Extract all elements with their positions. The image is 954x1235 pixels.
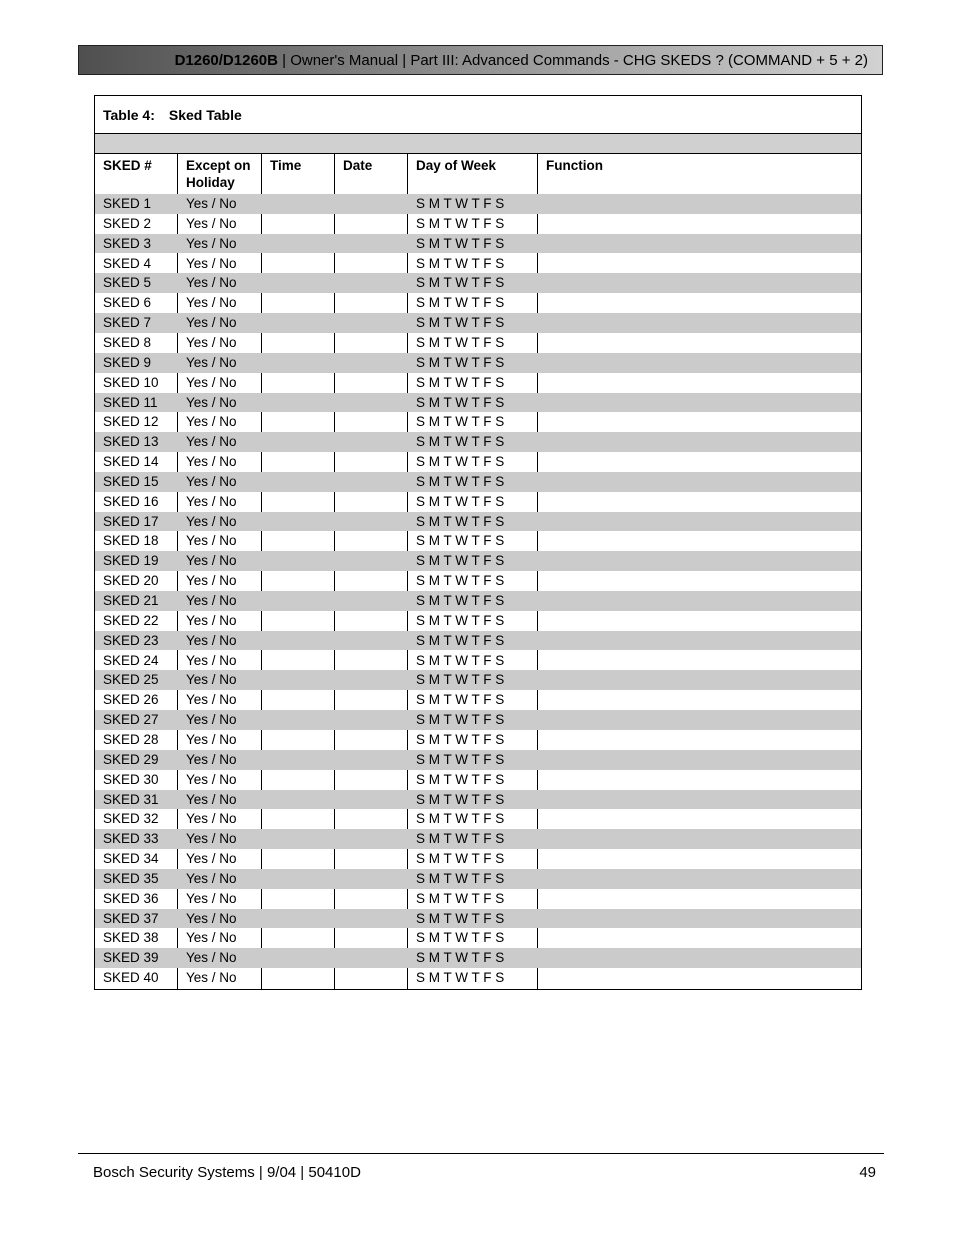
sked-number-cell: SKED 9 [103, 354, 152, 370]
day-of-week-cell: S M T W T F S [416, 493, 505, 509]
table-row [95, 670, 861, 690]
holiday-cell: Yes / No [186, 434, 237, 450]
day-of-week-cell: S M T W T F S [416, 811, 505, 827]
day-of-week-cell: S M T W T F S [416, 612, 505, 628]
table-row [95, 273, 861, 293]
day-of-week-cell: S M T W T F S [416, 553, 505, 569]
table-caption-title: Sked Table [168, 107, 242, 123]
day-of-week-cell: S M T W T F S [416, 712, 505, 728]
sked-number-cell: SKED 37 [103, 910, 159, 926]
sked-number-cell: SKED 31 [103, 791, 159, 807]
table-row [95, 909, 861, 929]
table-row [95, 531, 861, 551]
table-header [95, 154, 861, 194]
sked-number-cell: SKED 25 [103, 672, 159, 688]
table-row [95, 730, 861, 750]
table-spacer-row [95, 134, 861, 154]
holiday-cell: Yes / No [186, 612, 237, 628]
table-caption-row [95, 96, 861, 134]
holiday-cell: Yes / No [186, 513, 237, 529]
day-of-week-cell: S M T W T F S [416, 831, 505, 847]
sked-number-cell: SKED 8 [103, 334, 152, 350]
day-of-week-cell: S M T W T F S [416, 374, 505, 390]
holiday-cell: Yes / No [186, 295, 237, 311]
sked-number-cell: SKED 20 [103, 573, 159, 589]
header-date: Date [343, 158, 373, 173]
sked-number-cell: SKED 15 [103, 473, 159, 489]
table-row [95, 313, 861, 333]
sked-number-cell: SKED 36 [103, 890, 159, 906]
table-row [95, 651, 861, 671]
table-row [95, 194, 861, 214]
table-row [95, 234, 861, 254]
holiday-cell: Yes / No [186, 394, 237, 410]
table-row [95, 631, 861, 651]
day-of-week-cell: S M T W T F S [416, 672, 505, 688]
header-except-on-holiday: Except on Holiday [186, 158, 251, 190]
table-row [95, 809, 861, 829]
day-of-week-cell: S M T W T F S [416, 434, 505, 450]
holiday-cell: Yes / No [186, 870, 237, 886]
day-of-week-cell: S M T W T F S [416, 454, 505, 470]
footer-publisher: Bosch Security Systems | 9/04 | 50410D [93, 1164, 361, 1181]
holiday-cell: Yes / No [186, 255, 237, 271]
holiday-cell: Yes / No [186, 970, 237, 986]
sked-number-cell: SKED 28 [103, 731, 159, 747]
holiday-cell: Yes / No [186, 334, 237, 350]
sked-number-cell: SKED 18 [103, 533, 159, 549]
table-row [95, 254, 861, 274]
holiday-cell: Yes / No [186, 831, 237, 847]
table-row [95, 333, 861, 353]
sked-number-cell: SKED 5 [103, 275, 152, 291]
sked-number-cell: SKED 26 [103, 692, 159, 708]
sked-number-cell: SKED 11 [103, 394, 158, 410]
sked-number-cell: SKED 35 [103, 870, 159, 886]
holiday-cell: Yes / No [186, 910, 237, 926]
sked-number-cell: SKED 40 [103, 970, 159, 986]
day-of-week-cell: S M T W T F S [416, 950, 505, 966]
holiday-cell: Yes / No [186, 374, 237, 390]
header-function: Function [546, 158, 603, 173]
header-bar [78, 45, 883, 75]
sked-number-cell: SKED 33 [103, 831, 159, 847]
page-number: 49 [859, 1164, 876, 1181]
sked-number-cell: SKED 19 [103, 553, 159, 569]
day-of-week-cell: S M T W T F S [416, 215, 505, 231]
holiday-cell: Yes / No [186, 930, 237, 946]
sked-number-cell: SKED 34 [103, 851, 159, 867]
sked-number-cell: SKED 10 [103, 374, 159, 390]
day-of-week-cell: S M T W T F S [416, 652, 505, 668]
table-row [95, 452, 861, 472]
sked-number-cell: SKED 22 [103, 612, 159, 628]
sked-number-cell: SKED 38 [103, 930, 159, 946]
table-row [95, 373, 861, 393]
holiday-cell: Yes / No [186, 275, 237, 291]
table-row [95, 750, 861, 770]
day-of-week-cell: S M T W T F S [416, 255, 505, 271]
holiday-cell: Yes / No [186, 851, 237, 867]
holiday-cell: Yes / No [186, 553, 237, 569]
header-time: Time [270, 158, 302, 173]
holiday-cell: Yes / No [186, 890, 237, 906]
holiday-cell: Yes / No [186, 533, 237, 549]
day-of-week-cell: S M T W T F S [416, 513, 505, 529]
header-product: D1260/D1260B [174, 52, 278, 69]
sked-number-cell: SKED 17 [103, 513, 159, 529]
sked-number-cell: SKED 29 [103, 751, 159, 767]
sked-number-cell: SKED 30 [103, 771, 159, 787]
day-of-week-cell: S M T W T F S [416, 930, 505, 946]
holiday-cell: Yes / No [186, 215, 237, 231]
sked-number-cell: SKED 14 [103, 454, 159, 470]
table-row [95, 948, 861, 968]
holiday-cell: Yes / No [186, 771, 237, 787]
header-sked-number: SKED # [103, 158, 152, 173]
holiday-cell: Yes / No [186, 811, 237, 827]
sked-number-cell: SKED 2 [103, 215, 152, 231]
sked-number-cell: SKED 39 [103, 950, 159, 966]
sked-number-cell: SKED 13 [103, 434, 159, 450]
holiday-cell: Yes / No [186, 414, 237, 430]
holiday-cell: Yes / No [186, 573, 237, 589]
table-row [95, 829, 861, 849]
footer-divider [78, 1153, 884, 1154]
day-of-week-cell: S M T W T F S [416, 533, 505, 549]
day-of-week-cell: S M T W T F S [416, 275, 505, 291]
table-row [95, 214, 861, 234]
sked-number-cell: SKED 7 [103, 315, 152, 331]
holiday-cell: Yes / No [186, 731, 237, 747]
sked-number-cell: SKED 24 [103, 652, 159, 668]
day-of-week-cell: S M T W T F S [416, 731, 505, 747]
holiday-cell: Yes / No [186, 692, 237, 708]
table-row [95, 353, 861, 373]
table-row [95, 412, 861, 432]
sked-table [94, 95, 862, 990]
table-row [95, 790, 861, 810]
day-of-week-cell: S M T W T F S [416, 334, 505, 350]
table-row [95, 849, 861, 869]
holiday-cell: Yes / No [186, 751, 237, 767]
day-of-week-cell: S M T W T F S [416, 851, 505, 867]
header-title [175, 52, 868, 69]
day-of-week-cell: S M T W T F S [416, 632, 505, 648]
day-of-week-cell: S M T W T F S [416, 315, 505, 331]
table-row [95, 571, 861, 591]
table-row [95, 492, 861, 512]
table-row [95, 393, 861, 413]
sked-number-cell: SKED 4 [103, 255, 152, 271]
table-caption-number: Table 4: [103, 107, 155, 123]
day-of-week-cell: S M T W T F S [416, 791, 505, 807]
day-of-week-cell: S M T W T F S [416, 354, 505, 370]
table-row [95, 710, 861, 730]
holiday-cell: Yes / No [186, 791, 237, 807]
holiday-cell: Yes / No [186, 632, 237, 648]
day-of-week-cell: S M T W T F S [416, 870, 505, 886]
table-row [95, 551, 861, 571]
holiday-cell: Yes / No [186, 454, 237, 470]
holiday-cell: Yes / No [186, 235, 237, 251]
day-of-week-cell: S M T W T F S [416, 890, 505, 906]
table-row [95, 472, 861, 492]
day-of-week-cell: S M T W T F S [416, 970, 505, 986]
holiday-cell: Yes / No [186, 473, 237, 489]
day-of-week-cell: S M T W T F S [416, 235, 505, 251]
table-row [95, 889, 861, 909]
day-of-week-cell: S M T W T F S [416, 692, 505, 708]
day-of-week-cell: S M T W T F S [416, 473, 505, 489]
day-of-week-cell: S M T W T F S [416, 910, 505, 926]
day-of-week-cell: S M T W T F S [416, 593, 505, 608]
sked-number-cell: SKED 1 [103, 196, 152, 211]
sked-number-cell: SKED 16 [103, 493, 159, 509]
sked-number-cell: SKED 12 [103, 414, 159, 430]
day-of-week-cell: S M T W T F S [416, 196, 505, 211]
table-row [95, 591, 861, 611]
holiday-cell: Yes / No [186, 672, 237, 688]
holiday-cell: Yes / No [186, 493, 237, 509]
day-of-week-cell: S M T W T F S [416, 771, 505, 787]
table-row [95, 928, 861, 948]
holiday-cell: Yes / No [186, 950, 237, 966]
sked-number-cell: SKED 3 [103, 235, 152, 251]
holiday-cell: Yes / No [186, 593, 237, 608]
sked-number-cell: SKED 27 [103, 712, 159, 728]
table-row [95, 968, 861, 988]
header-rest: | Owner's Manual | Part III: Advanced Commands - CHG SKEDS ? (COMMAND + 5 + 2) [277, 52, 868, 69]
holiday-cell: Yes / No [186, 652, 237, 668]
day-of-week-cell: S M T W T F S [416, 414, 505, 430]
table-row [95, 611, 861, 631]
table-row [95, 869, 861, 889]
table-row [95, 293, 861, 313]
sked-number-cell: SKED 6 [103, 295, 152, 311]
day-of-week-cell: S M T W T F S [416, 295, 505, 311]
table-caption [103, 107, 242, 123]
table-row [95, 770, 861, 790]
holiday-cell: Yes / No [186, 712, 237, 728]
holiday-cell: Yes / No [186, 315, 237, 331]
holiday-cell: Yes / No [186, 196, 237, 211]
day-of-week-cell: S M T W T F S [416, 573, 505, 589]
header-day-of-week: Day of Week [416, 158, 497, 173]
sked-number-cell: SKED 21 [103, 593, 159, 608]
day-of-week-cell: S M T W T F S [416, 394, 505, 410]
sked-number-cell: SKED 23 [103, 632, 159, 648]
table-row [95, 432, 861, 452]
sked-number-cell: SKED 32 [103, 811, 159, 827]
day-of-week-cell: S M T W T F S [416, 751, 505, 767]
table-row [95, 690, 861, 710]
table-row [95, 512, 861, 532]
holiday-cell: Yes / No [186, 354, 237, 370]
